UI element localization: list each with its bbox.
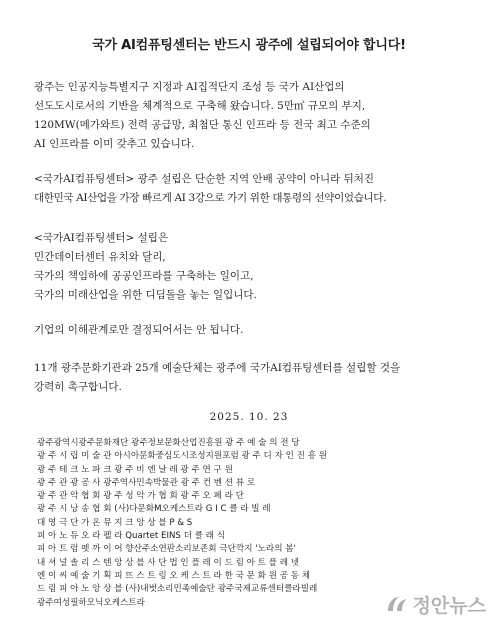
signatory-organizations (37, 437, 465, 610)
organization-row: 광 주 시 립 미 술 관 아시아문화중심도시조성지원포럼 광 주 디 자 인 진 흥 원 (37, 451, 328, 462)
organization-row: 엔 이 씨 예 술 기 획 피 뜨 스 트 링 오 케 스 트 라 한 국 문 화 원 공 동 체 (37, 570, 311, 581)
paragraph-line: 국가의 책임하에 공공인프라를 구축하는 일이고, (34, 270, 254, 282)
organization-row: 광주여성필하모닉오케스트라 (37, 597, 145, 608)
organization-row: 대 영 극 단 가 온 뮤 지 크 앙 상 블 P & S (37, 517, 193, 528)
paragraph-line: 대한민국 AI산업을 가장 빠르게 AI 3강으로 가기 위한 대통령의 선약이었습니다. (34, 192, 387, 204)
paragraph-line: 광주는 인공지능특별지구 지정과 AI집적단지 조성 등 국가 AI산업의 (34, 81, 345, 93)
organization-row: 피 아 트 럼 펫 까 이 어 향산주소연판소리보존회 극단깍지 '노라의 봄' (37, 544, 296, 555)
paragraph-line: AI 인프라를 이미 갖추고 있습니다. (34, 138, 195, 150)
paragraph-line: <국가AI컴퓨팅센터> 설립은 (34, 232, 169, 244)
news-watermark (385, 591, 486, 618)
paragraph-line: <국가AI컴퓨팅센터> 광주 설립은 단순한 지역 안배 공약이 아니라 뒤처진 (34, 173, 375, 185)
paragraph-line: 강력히 촉구합니다. (34, 381, 122, 393)
page-title: 국가 AI컴퓨팅센터는 반드시 광주에 설립되어야 합니다! (92, 38, 406, 53)
organization-row: 광 주 테 크 노 파 크 광 주 비 엔 날 레 광 주 연 구 원 (37, 464, 233, 475)
paragraph-line: 11개 광주문화기관과 25개 예술단체는 광주에 국가AI컴퓨팅센터를 설립할 것을 (34, 362, 401, 374)
organization-row: 드 림 피 아 노 앙 상 블 (사)내벗소리민족예술단 광주국제교류센터클라빌레 (37, 584, 318, 595)
paragraph-public-infra (34, 229, 474, 305)
paragraph-line: 120MW(메가와트) 전력 공급망, 최첨단 통신 인프라 등 전국 최고 수준의 (34, 119, 371, 131)
paragraph-pledge (34, 170, 474, 208)
paragraph-business-interest (34, 321, 474, 340)
paragraph-line: 기업의 이해관계로만 결정되어서는 안 됩니다. (34, 324, 244, 336)
organization-row: 내 셔 널 솔 리 스 텐 앙 상 블 사 단 법 인 플 레 이 드 림 아 트 플 레 넷 (37, 557, 300, 568)
paragraph-line: 민간데이터센터 유치와 달리, (34, 251, 166, 263)
organization-row: 피 아 노 듀 오 라 펠 라 Quartet EINS 더 클 래 식 (37, 531, 226, 542)
organization-row: 광 주 관 광 공 사 광주역사민속박물관 광 주 컨 벤 션 뷰 로 (37, 477, 256, 488)
organization-row: 광주광역시광주문화재단 광주정보문화산업진흥원 광 주 예 술 의 전 당 (37, 438, 300, 448)
paragraph-demand (34, 359, 474, 397)
paragraph-infrastructure (34, 78, 474, 154)
paragraph-line: 국가의 미래산업을 위한 디딤돌을 놓는 일입니다. (34, 289, 257, 301)
watermark-text: 정안뉴스 (412, 595, 486, 617)
statement-date: 2025. 10. 23 (209, 411, 289, 423)
paragraph-line: 선도도시로서의 기반을 체계적으로 구축해 왔습니다. 5만㎡ 규모의 부지, (34, 100, 366, 112)
watermark-logo-icon (385, 594, 411, 616)
organization-row: 광 주 관 악 협 회 광 주 성 악 가 협 회 광 주 오 페 라 단 (37, 491, 244, 502)
organization-row: 광 주 시 낭 송 협 회 (사)다문화M오케스트라 G I C 클 라 빌 레 (37, 504, 271, 515)
